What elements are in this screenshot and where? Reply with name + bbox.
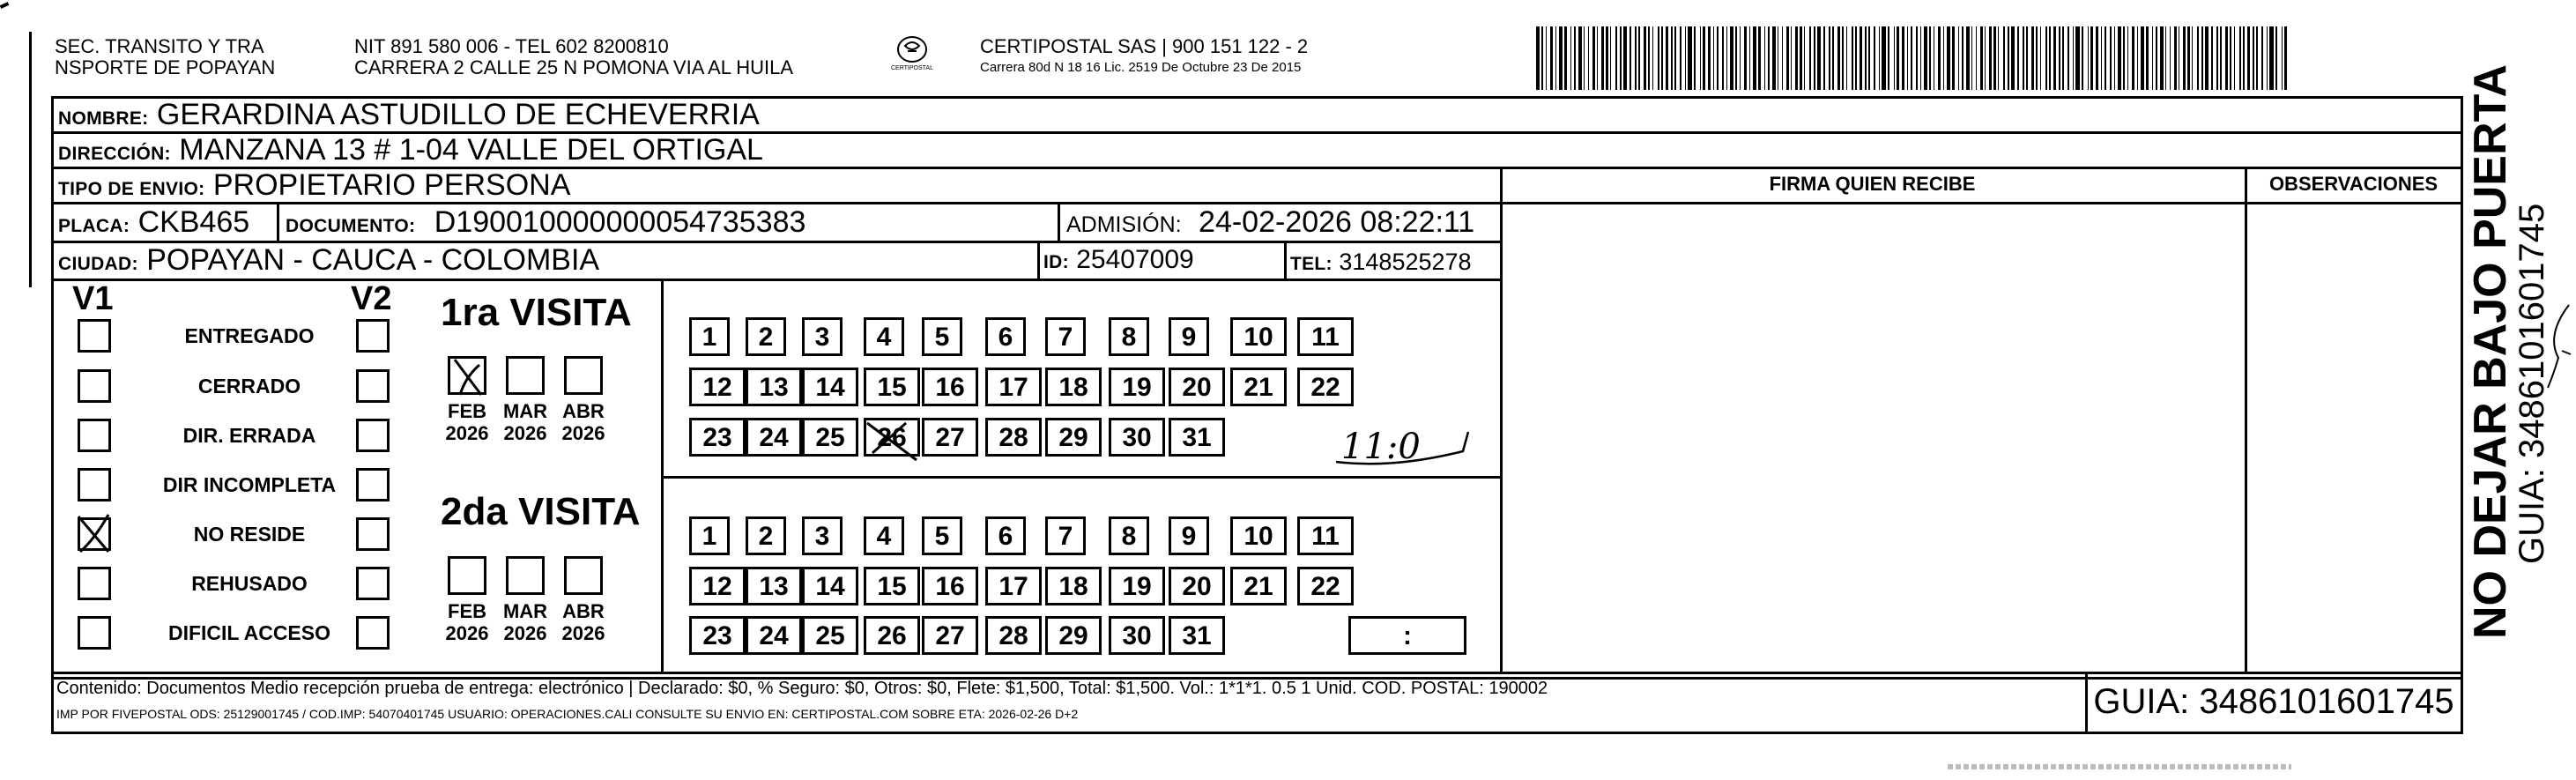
v2-checkbox[interactable] bbox=[356, 369, 390, 403]
id-label: ID: bbox=[1043, 252, 1069, 272]
month-name: MAR bbox=[502, 400, 548, 422]
type-label: TIPO DE ENVIO: bbox=[58, 179, 205, 199]
month-name: FEB bbox=[448, 400, 486, 422]
day-box[interactable]: 7 bbox=[1045, 317, 1086, 356]
day-box[interactable]: 2 bbox=[746, 317, 786, 356]
footer-guide-number: GUIA: 3486101601745 bbox=[2093, 682, 2454, 721]
day-box[interactable]: 16 bbox=[922, 567, 978, 605]
admission-cell bbox=[1066, 204, 1474, 242]
month-checkbox[interactable] bbox=[506, 356, 545, 395]
day-box[interactable]: 14 bbox=[802, 567, 858, 605]
month-name: ABR bbox=[562, 400, 605, 422]
day-box[interactable]: 6 bbox=[985, 317, 1026, 356]
day-box[interactable]: 3 bbox=[802, 516, 843, 555]
day-box[interactable]: 4 bbox=[864, 516, 904, 555]
day-box[interactable]: 16 bbox=[922, 368, 978, 406]
divider-status bbox=[661, 279, 664, 672]
day-box[interactable]: 1 bbox=[689, 516, 730, 555]
month-label bbox=[557, 600, 610, 644]
month-year: 2026 bbox=[561, 422, 605, 444]
day-box[interactable]: 13 bbox=[746, 368, 802, 406]
recipient-address: MANZANA 13 # 1-04 VALLE DEL ORTIGAL bbox=[179, 133, 763, 167]
org-address-line2: CARRERA 2 CALLE 25 N POMONA VIA AL HUILA bbox=[354, 56, 794, 78]
day-box[interactable]: 10 bbox=[1230, 317, 1287, 356]
plate-label: PLACA: bbox=[58, 216, 130, 236]
month-checkbox[interactable] bbox=[564, 356, 603, 395]
v1-checkbox[interactable] bbox=[78, 419, 111, 452]
day-box[interactable]: 15 bbox=[864, 567, 920, 605]
print-line: IMP POR FIVEPOSTAL ODS: 25129001745 / COD.IMP: 54070401745 USUARIO: OPERACIONES.CALI CONSULTE SU ENVIO EN: CERTIPOSTAL.COM SOBRE ETA: 2026-02-26 D+2 bbox=[56, 707, 1079, 721]
month-name: FEB bbox=[448, 600, 486, 622]
logo-text: CERTIPOSTAL bbox=[891, 65, 933, 71]
day-box[interactable]: 4 bbox=[864, 317, 904, 356]
address-row bbox=[58, 132, 763, 172]
day-box[interactable]: 24 bbox=[746, 418, 802, 457]
v1-checkbox[interactable] bbox=[78, 517, 111, 551]
day-box[interactable]: 31 bbox=[1169, 418, 1225, 457]
admission-value: 24-02-2026 08:22:11 bbox=[1199, 205, 1475, 239]
day-box[interactable]: 17 bbox=[985, 567, 1042, 605]
signature-header: FIRMA QUIEN RECIBE bbox=[1769, 173, 1976, 195]
v2-checkbox[interactable] bbox=[356, 567, 390, 600]
day-box[interactable]: 29 bbox=[1045, 418, 1102, 457]
id-value: 25407009 bbox=[1076, 245, 1194, 274]
day-box[interactable]: 6 bbox=[985, 516, 1026, 555]
v1-checkbox[interactable] bbox=[78, 319, 111, 353]
status-label: ENTREGADO bbox=[184, 324, 315, 347]
day-box[interactable]: 15 bbox=[864, 368, 920, 406]
day-box[interactable]: 2 bbox=[746, 516, 786, 555]
admission-label: ADMISIÓN: bbox=[1066, 212, 1182, 237]
footer-right-edge bbox=[2461, 672, 2463, 732]
org-address-line1: NIT 891 580 006 - TEL 602 8200810 bbox=[354, 35, 669, 57]
v2-checkbox[interactable] bbox=[356, 517, 390, 551]
day-box[interactable]: 29 bbox=[1045, 616, 1102, 655]
v1-checkbox[interactable] bbox=[78, 567, 111, 600]
tel-cell bbox=[1290, 244, 1472, 282]
v2-checkbox[interactable] bbox=[356, 419, 390, 452]
month-year: 2026 bbox=[445, 422, 489, 444]
v1-checkbox[interactable] bbox=[78, 369, 111, 403]
month-name: MAR bbox=[502, 600, 548, 622]
day-box[interactable]: 11 bbox=[1297, 317, 1354, 356]
day-box[interactable]: 26 bbox=[864, 616, 920, 655]
side-guide-number: GUIA: 3486101601745 bbox=[2513, 203, 2551, 564]
day-box[interactable]: 25 bbox=[802, 418, 858, 457]
document-cell bbox=[286, 204, 805, 244]
type-row bbox=[58, 167, 570, 207]
day-box[interactable]: 9 bbox=[1169, 516, 1209, 555]
id-cell bbox=[1043, 242, 1194, 280]
rule-edge-fix bbox=[2461, 167, 2463, 204]
status-label: CERRADO bbox=[197, 375, 301, 397]
day-box[interactable]: 30 bbox=[1109, 616, 1165, 655]
time-underline-stroke bbox=[1331, 425, 1472, 474]
day-box[interactable]: 12 bbox=[689, 567, 746, 605]
day-box[interactable]: 3 bbox=[802, 317, 843, 356]
day-box[interactable]: 28 bbox=[985, 418, 1042, 457]
plate-cell bbox=[58, 204, 249, 244]
month-checkbox[interactable] bbox=[448, 556, 486, 595]
day-box[interactable]: 23 bbox=[689, 418, 746, 457]
day-cross-mark bbox=[864, 418, 920, 457]
v2-checkbox[interactable] bbox=[356, 319, 390, 353]
margin-line bbox=[29, 32, 32, 287]
day-box[interactable]: 23 bbox=[689, 616, 746, 655]
city-label: CIUDAD: bbox=[58, 254, 138, 274]
day-box[interactable]: 21 bbox=[1230, 567, 1287, 605]
day-box[interactable]: 8 bbox=[1109, 516, 1149, 555]
month-label bbox=[557, 400, 610, 444]
carrier-line2: Carrera 80d N 18 16 Lic. 2519 De Octubre 23 De 2015 bbox=[980, 60, 1302, 75]
observations-header: OBSERVACIONES bbox=[2268, 173, 2439, 195]
v2-header: V2 bbox=[351, 280, 392, 317]
day-box[interactable]: 7 bbox=[1045, 516, 1086, 555]
day-box[interactable]: 5 bbox=[922, 516, 962, 555]
month-checkbox[interactable] bbox=[506, 556, 545, 595]
visit2-title: 2da VISITA bbox=[441, 490, 641, 533]
signature-area[interactable] bbox=[1503, 204, 2242, 670]
content-line: Contenido: Documentos Medio recepción prueba de entrega: electrónico | Declarado: $0, % Seguro: $0, Otros: $0, Flete: $1,500, Total: $1,500. Vol.: 1*1*1. 0.5 1 Unid. COD. POSTAL: 190002 bbox=[56, 679, 1548, 698]
day-box[interactable]: 26 bbox=[864, 418, 920, 457]
day-box[interactable]: 27 bbox=[922, 418, 978, 457]
day-box[interactable]: 30 bbox=[1109, 418, 1165, 457]
divider-id bbox=[1037, 241, 1040, 279]
carrier-line1: CERTIPOSTAL SAS | 900 151 122 - 2 bbox=[980, 35, 1309, 57]
day-box[interactable]: 10 bbox=[1230, 516, 1287, 555]
barcode bbox=[1536, 26, 2291, 90]
status-label: NO RESIDE bbox=[193, 523, 306, 546]
plate-value: CKB465 bbox=[137, 205, 250, 239]
v2-checkbox[interactable] bbox=[356, 468, 390, 501]
day-box[interactable]: 13 bbox=[746, 567, 802, 605]
day-box[interactable]: 24 bbox=[746, 616, 802, 655]
month-year: 2026 bbox=[561, 622, 605, 644]
day-box[interactable]: 11 bbox=[1297, 516, 1354, 555]
tel-label: TEL: bbox=[1290, 254, 1333, 274]
status-label: REHUSADO bbox=[191, 572, 308, 595]
divider-plate bbox=[277, 204, 279, 241]
no-dejar-warning: NO DEJAR BAJO PUERTA bbox=[2465, 63, 2516, 639]
visit1-title: 1ra VISITA bbox=[441, 291, 632, 334]
day-box[interactable]: 31 bbox=[1169, 616, 1225, 655]
city-value: POPAYAN - CAUCA - COLOMBIA bbox=[146, 243, 600, 277]
rule-bottom bbox=[51, 732, 2463, 734]
divider-signature bbox=[1500, 167, 1503, 672]
month-year: 2026 bbox=[445, 622, 489, 644]
day-box[interactable]: 12 bbox=[689, 368, 746, 406]
month-year: 2026 bbox=[503, 422, 547, 444]
day-box[interactable]: 25 bbox=[802, 616, 858, 655]
org-name-line2: NSPORTE DE POPAYAN bbox=[55, 56, 276, 78]
day-box[interactable]: 20 bbox=[1169, 368, 1225, 406]
status-label: DIR INCOMPLETA bbox=[162, 473, 337, 496]
org-name-line1: SEC. TRANSITO Y TRA bbox=[55, 35, 264, 57]
certipostal-logo bbox=[881, 33, 943, 78]
month-label bbox=[499, 600, 552, 644]
day-box[interactable]: 18 bbox=[1045, 368, 1102, 406]
v2-checkbox[interactable] bbox=[356, 616, 390, 650]
day-box[interactable]: 14 bbox=[802, 368, 858, 406]
day-box[interactable]: 8 bbox=[1109, 317, 1149, 356]
handwritten-time: 11:0 bbox=[1341, 427, 1421, 467]
visit2-time-box[interactable]: : bbox=[1348, 616, 1466, 655]
v1-checkbox[interactable] bbox=[78, 468, 111, 501]
name-label: NOMBRE: bbox=[58, 108, 149, 129]
day-box[interactable]: 19 bbox=[1109, 368, 1165, 406]
footer-left-edge bbox=[51, 672, 54, 732]
divider-tel bbox=[1284, 241, 1287, 279]
month-name: ABR bbox=[562, 600, 605, 622]
faded-print-line bbox=[1948, 764, 2291, 769]
name-row bbox=[58, 97, 760, 137]
day-box[interactable]: 19 bbox=[1109, 567, 1165, 605]
day-box[interactable]: 17 bbox=[985, 368, 1042, 406]
day-box[interactable]: 5 bbox=[922, 317, 962, 356]
address-label: DIRECCIÓN: bbox=[58, 144, 171, 164]
day-box[interactable]: 20 bbox=[1169, 567, 1225, 605]
document-label: DOCUMENTO: bbox=[286, 216, 416, 236]
month-label bbox=[499, 400, 552, 444]
day-box[interactable]: 18 bbox=[1045, 567, 1102, 605]
day-box[interactable]: 27 bbox=[922, 616, 978, 655]
side-pen-mark bbox=[2543, 300, 2574, 397]
day-box[interactable]: 9 bbox=[1169, 317, 1209, 356]
tel-value: 3148525278 bbox=[1339, 249, 1472, 275]
day-box[interactable]: 1 bbox=[689, 317, 730, 356]
day-box[interactable]: 21 bbox=[1230, 368, 1287, 406]
month-checkbox[interactable] bbox=[564, 556, 603, 595]
recipient-name: GERARDINA ASTUDILLO DE ECHEVERRIA bbox=[156, 98, 760, 131]
month-label bbox=[441, 600, 494, 644]
divider-guide bbox=[2085, 672, 2088, 732]
divider-observations bbox=[2245, 167, 2247, 672]
v1-checkbox[interactable] bbox=[78, 616, 111, 650]
divider-admission bbox=[1058, 204, 1060, 241]
month-checkbox[interactable] bbox=[448, 356, 486, 395]
day-box[interactable]: 28 bbox=[985, 616, 1042, 655]
month-label bbox=[441, 400, 494, 444]
rule-footer bbox=[51, 672, 2463, 674]
status-label: DIR. ERRADA bbox=[182, 424, 316, 447]
day-box[interactable]: 22 bbox=[1297, 567, 1354, 605]
month-year: 2026 bbox=[503, 622, 547, 644]
observations-area[interactable] bbox=[2248, 204, 2459, 670]
rule-visits bbox=[661, 476, 1500, 479]
city-cell bbox=[58, 242, 599, 282]
status-label: DIFICIL ACCESO bbox=[167, 621, 330, 644]
v1-header: V1 bbox=[72, 280, 114, 317]
day-box[interactable]: 22 bbox=[1297, 368, 1354, 406]
document-value: D190010000000054735383 bbox=[434, 205, 806, 239]
margin-mark bbox=[0, 2, 9, 9]
shipment-type: PROPIETARIO PERSONA bbox=[212, 168, 571, 202]
